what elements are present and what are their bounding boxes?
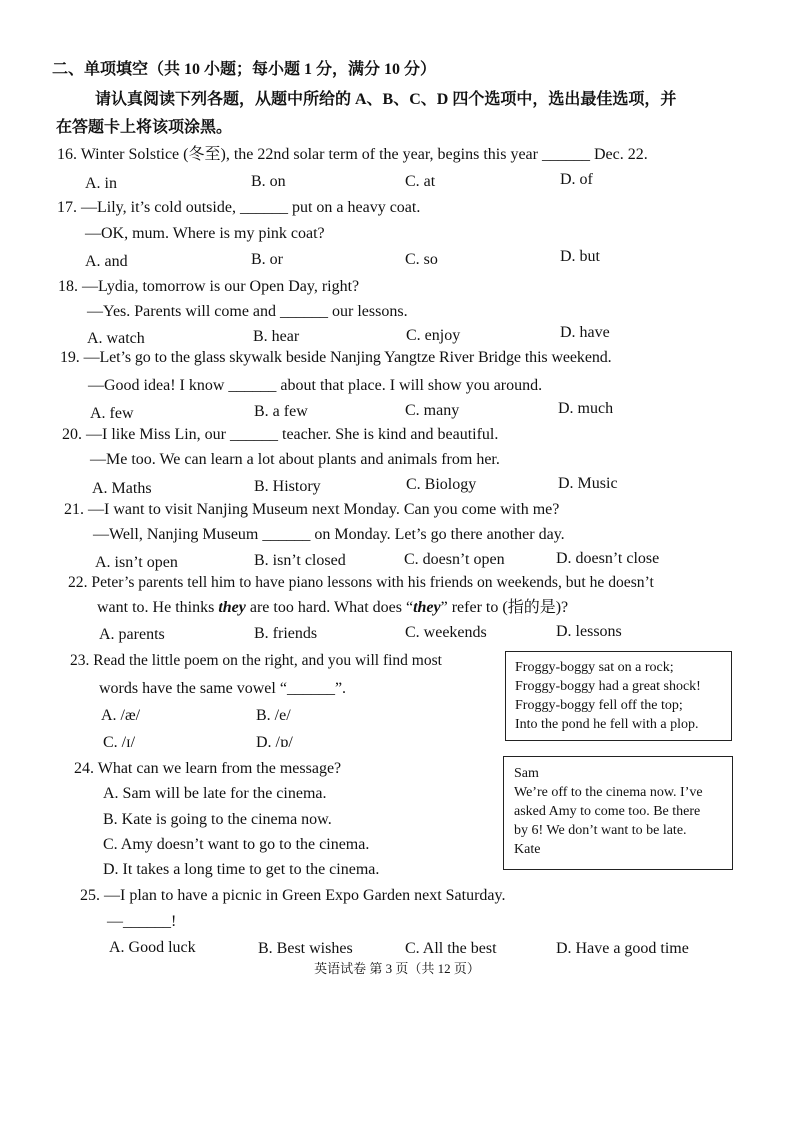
poem-line-3: Froggy-boggy fell off the top; — [515, 698, 683, 713]
question-22-option-c[interactable]: C. weekends — [405, 624, 487, 641]
question-20-stem: 20. —I like Miss Lin, our ______ teacher. She is kind and beautiful. — [62, 426, 499, 443]
question-24-option-b[interactable]: B. Kate is going to the cinema now. — [103, 811, 332, 828]
question-20-reply: —Me too. We can learn a lot about plants and animals from her. — [90, 451, 500, 468]
question-24-option-d[interactable]: D. It takes a long time to get to the cinema. — [103, 861, 380, 878]
poem-box — [505, 651, 732, 741]
question-17-stem: 17. —Lily, it’s cold outside, ______ put on a heavy coat. — [57, 199, 421, 216]
question-22-option-d[interactable]: D. lessons — [556, 623, 622, 640]
question-22-emphasis-they-2: they — [413, 599, 441, 616]
question-25-option-c[interactable]: C. All the best — [405, 940, 497, 957]
poem-line-1: Froggy-boggy sat on a rock; — [515, 660, 674, 675]
question-23-stem-continued: words have the same vowel “______”. — [99, 680, 347, 697]
question-17-option-d[interactable]: D. but — [560, 248, 600, 265]
question-20-option-d[interactable]: D. Music — [558, 475, 618, 492]
question-19-reply: —Good idea! I know ______ about that place. I will show you around. — [88, 377, 543, 394]
instruction-line-2: 在答题卡上将该项涂黑。 — [56, 119, 233, 136]
question-18-option-d[interactable]: D. have — [560, 324, 610, 341]
question-16-option-a[interactable]: A. in — [85, 175, 117, 192]
question-20-option-b[interactable]: B. History — [254, 478, 321, 495]
question-23-option-b[interactable]: B. /e/ — [256, 707, 291, 724]
message-line-3: by 6! We don’t want to be late. — [514, 823, 687, 838]
message-recipient: Sam — [514, 766, 539, 781]
question-20-option-c[interactable]: C. Biology — [406, 476, 477, 493]
question-22-text-mid: are too hard. What does “ — [245, 599, 414, 616]
question-25-stem: 25. —I plan to have a picnic in Green Expo Garden next Saturday. — [80, 887, 506, 904]
question-18-reply: —Yes. Parents will come and ______ our lessons. — [87, 303, 408, 320]
question-17-option-b[interactable]: B. or — [251, 251, 283, 268]
question-18-option-a[interactable]: A. watch — [87, 330, 145, 347]
question-18-stem: 18. —Lydia, tomorrow is our Open Day, right? — [58, 278, 360, 295]
question-19-stem: 19. —Let’s go to the glass skywalk beside Nanjing Yangtze River Bridge this weekend. — [60, 349, 612, 366]
message-line-1: We’re off to the cinema now. I’ve — [514, 785, 703, 800]
question-16-option-b[interactable]: B. on — [251, 173, 286, 190]
question-22-option-b[interactable]: B. friends — [254, 625, 318, 642]
page-footer: 英语试卷 第 3 页（共 12 页） — [314, 961, 480, 976]
question-18-option-c[interactable]: C. enjoy — [406, 327, 461, 344]
question-23-option-d[interactable]: D. /ɒ/ — [256, 734, 293, 751]
instruction-line-1: 请认真阅读下列各题，从题中所给的 A、B、C、D 四个选项中，选出最佳选项，并 — [95, 91, 677, 108]
question-24-stem: 24. What can we learn from the message? — [74, 760, 342, 777]
question-23-option-c[interactable]: C. /ɪ/ — [103, 734, 136, 751]
poem-line-4: Into the pond he fell with a plop. — [515, 717, 699, 732]
section-title: 二、单项填空（共 10 小题；每小题 1 分，满分 10 分） — [52, 61, 437, 78]
question-16-option-d[interactable]: D. of — [560, 171, 593, 188]
question-16-option-c[interactable]: C. at — [405, 173, 436, 190]
question-24-option-a[interactable]: A. Sam will be late for the cinema. — [103, 785, 327, 802]
question-24-option-c[interactable]: C. Amy doesn’t want to go to the cinema. — [103, 836, 370, 853]
poem-line-2: Froggy-boggy had a great shock! — [515, 679, 701, 694]
question-16-stem: 16. Winter Solstice (冬至), the 22nd solar term of the year, begins this year ______ Dec. 22. — [57, 146, 648, 163]
message-signature: Kate — [514, 842, 541, 857]
question-21-option-b[interactable]: B. isn’t closed — [254, 552, 346, 569]
question-21-option-d[interactable]: D. doesn’t close — [556, 550, 660, 567]
message-note-box — [503, 756, 733, 870]
question-21-stem: 21. —I want to visit Nanjing Museum next Monday. Can you come with me? — [64, 501, 560, 518]
question-22-stem-continued — [97, 598, 568, 618]
question-22-text-pre: want to. He thinks — [97, 599, 219, 616]
question-25-option-b[interactable]: B. Best wishes — [258, 940, 353, 957]
question-25-reply: —______! — [107, 913, 177, 930]
question-19-option-c[interactable]: C. many — [405, 402, 460, 419]
question-19-option-a[interactable]: A. few — [90, 405, 134, 422]
question-25-option-d[interactable]: D. Have a good time — [556, 940, 689, 957]
question-19-option-b[interactable]: B. a few — [254, 403, 308, 420]
question-23-stem: 23. Read the little poem on the right, and you will find most — [70, 652, 442, 669]
question-21-reply: —Well, Nanjing Museum ______ on Monday. Let’s go there another day. — [93, 526, 565, 543]
question-21-option-c[interactable]: C. doesn’t open — [404, 551, 505, 568]
question-20-option-a[interactable]: A. Maths — [92, 480, 152, 497]
message-line-2: asked Amy to come too. Be there — [514, 804, 701, 819]
question-21-option-a[interactable]: A. isn’t open — [95, 554, 178, 571]
question-17-option-a[interactable]: A. and — [85, 253, 128, 270]
question-17-reply: —OK, mum. Where is my pink coat? — [85, 225, 325, 242]
question-25-option-a[interactable]: A. Good luck — [109, 939, 196, 956]
question-22-stem: 22. Peter’s parents tell him to have piano lessons with his friends on weekends, but he doesn’t — [68, 574, 654, 591]
question-19-option-d[interactable]: D. much — [558, 400, 614, 417]
question-23-option-a[interactable]: A. /æ/ — [101, 707, 141, 724]
question-22-option-a[interactable]: A. parents — [99, 626, 165, 643]
question-18-option-b[interactable]: B. hear — [253, 328, 300, 345]
question-22-emphasis-they-1: they — [218, 599, 246, 616]
question-17-option-c[interactable]: C. so — [405, 251, 438, 268]
question-22-text-post: ” refer to (指的是)? — [440, 599, 569, 616]
